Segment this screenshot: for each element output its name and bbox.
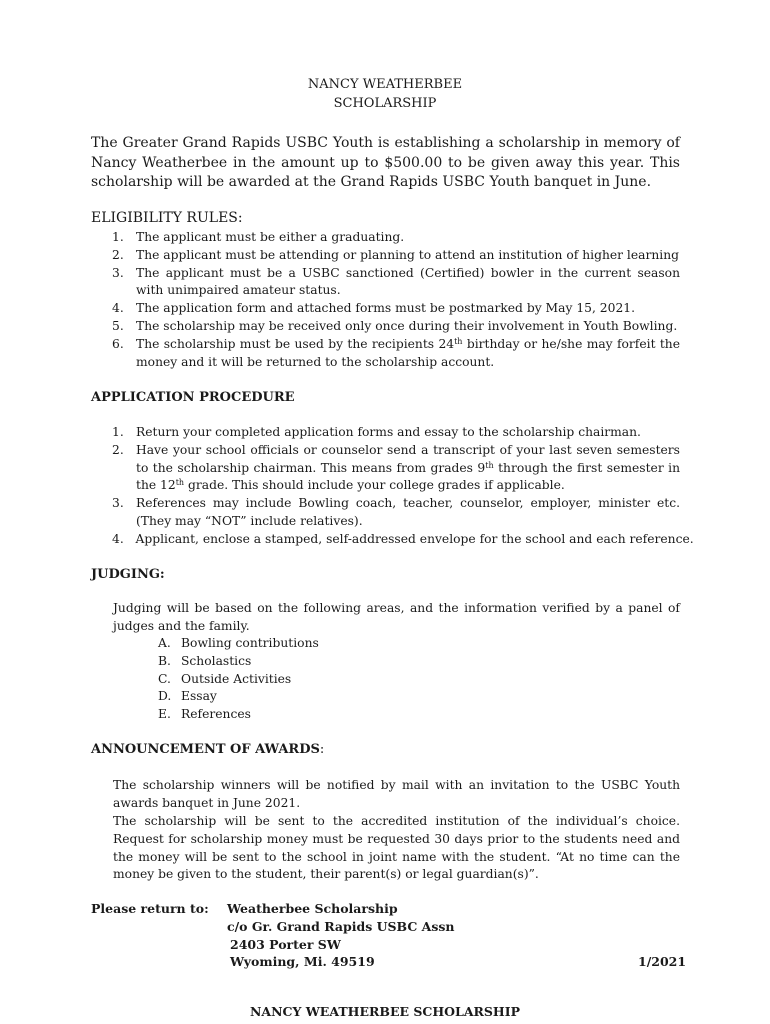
list-item: 1. Return your completed application forms and essay to the scholarship chairman. [112,425,641,439]
list-item: 2. Have your school officials or counselor send a transcript of your last seven semesters to the scholarship chairman. This means from grades 9th through the first semester in the 12th grade. This should include your college grades if applicable. [112,442,680,493]
list-item: E. References [158,707,251,722]
list-item: C. Outside Activities [158,671,292,686]
list-item: 4. The application form and attached forms must be postmarked by May 15, 2021. [112,301,636,316]
awards-paragraph-2: The scholarship will be sent to the accredited institution of the individual’s choice. Request for scholarship money must be requested 30 days prior to the students need and the money will be sent to the school in joint name with the student. “At no time can the money be given to the student, their parent(s) or legal guardian(s)”. [113,814,680,882]
awards-heading: ANNOUNCEMENT OF AWARDS: [91,742,325,757]
document-date: 1/2021 [638,954,687,969]
return-label: Please return to: [91,901,209,916]
list-item: 5. The scholarship may be received only once during their involvement in Youth Bowling. [112,318,678,333]
list-item: A. Bowling contributions [158,636,319,650]
list-item: B. Scholastics [158,653,252,668]
eligibility-heading: ELIGIBILITY RULES: [91,210,243,226]
list-item: 3. References may include Bowling coach, teacher, counselor, employer, minister etc. (They may “NOT” include relatives). [112,496,680,528]
footer-title: NANCY WEATHERBEE SCHOLARSHIP [250,1004,520,1019]
application-list [112,424,680,531]
doc-title-line2: SCHOLARSHIP [333,96,437,111]
application-heading: APPLICATION PROCEDURE [91,390,295,405]
return-address-line1: Weatherbee Scholarship [227,901,398,916]
return-address-line4: Wyoming, Mi. 49519 [230,954,375,969]
list-item: 3. The applicant must be a USBC sanctioned (Certified) bowler in the current season with unimpaired amateur status. [112,265,680,298]
judging-paragraph: Judging will be based on the following areas, and the information verified by a panel of judges and the family. [113,601,680,633]
judging-heading: JUDGING: [91,567,165,582]
list-item: D. Essay [158,689,217,704]
list-item: 6. The scholarship must be used by the recipients 24th birthday or he/she may forfeit the money and it will be returned to the scholarship account. [112,336,681,369]
doc-title-line1: NANCY WEATHERBEE [307,77,463,92]
list-item: 2. The applicant must be attending or planning to attend an institution of higher learning [112,247,679,262]
list-item: 1. The applicant must be either a graduating. [112,230,405,244]
list-item: 4. Applicant, enclose a stamped, self-addressed envelope for the school and each reference. [112,532,694,546]
intro-paragraph: The Greater Grand Rapids USBC Youth is establishing a scholarship in memory of Nancy Weatherbee in the amount up to $500.00 to be given away this year. This scholarship will be awarded at the Grand Rapids USBC Youth banquet in June. [91,135,680,190]
judging-criteria-list [158,635,319,724]
awards-paragraph-1: The scholarship winners will be notified by mail with an invitation to the USBC Youth awards banquet in June 2021. [113,778,680,810]
eligibility-list [112,229,680,371]
return-address-line2: c/o Gr. Grand Rapids USBC Assn [227,919,455,934]
return-address-line3: 2403 Porter SW [230,937,341,952]
